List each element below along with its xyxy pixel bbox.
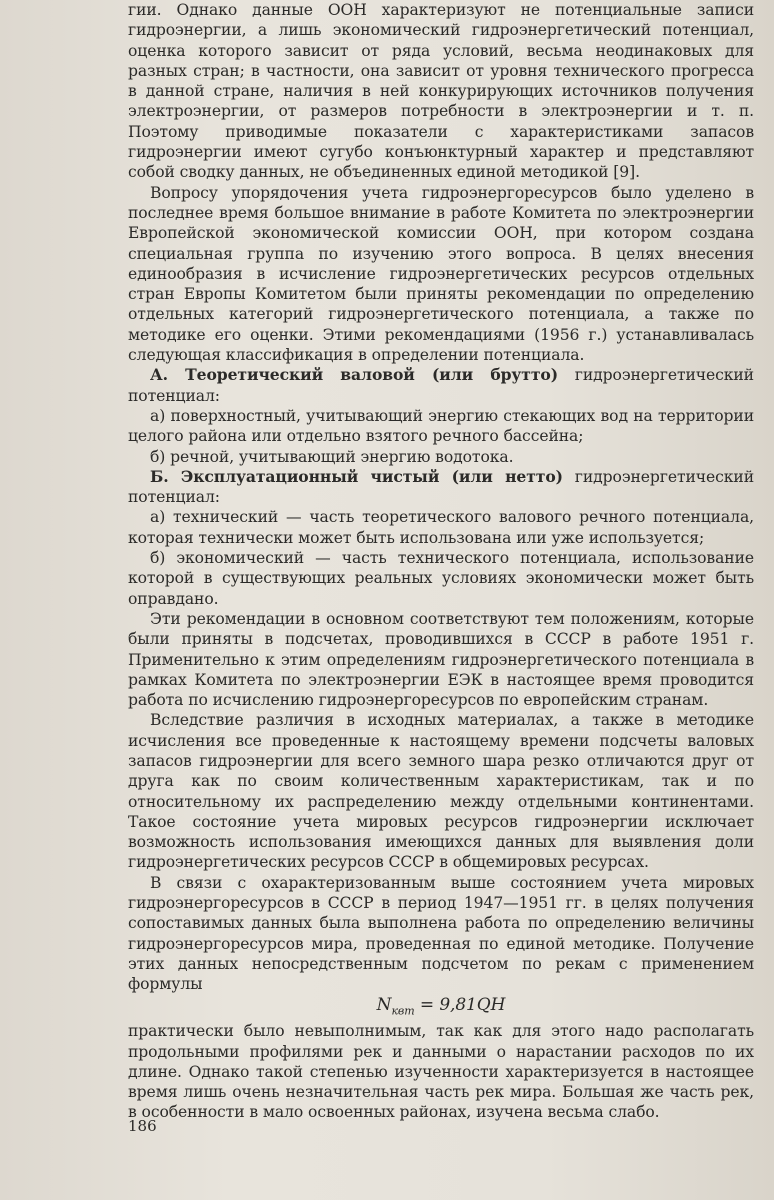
category-a-tail: гидроэнергетический потенциал: <box>128 366 754 405</box>
category-a-item-1: а) поверхностный, учитывающий энергию стекающих вод на территории целого района или отдельно взятого речного бассейна; <box>128 406 754 446</box>
formula-rhs: = 9,81QH <box>414 994 506 1015</box>
power-formula <box>128 995 754 1022</box>
category-b-item-2: б) экономический — часть технического потенциала, использование которой в существующих реальных условиях экономически может быть оправдано. <box>128 549 754 608</box>
body-text <box>128 0 754 1123</box>
category-b-tail: гидроэнергетический потенциал: <box>128 467 754 507</box>
paragraph-5: В связи с охарактеризованным выше состоянием учета мировых гидроэнергоресурсов в СССР в период 1947—1951 гг. в целях получения сопоставимых данных была выполнена работа по определению величины гидроэнергоресурсов мира, проведенная по единой методике. Получение этих данных непосредственным подсчетом по рекам с применением формулы <box>128 873 754 994</box>
paragraph-1: гии. Однако данные ООН характеризуют не потенциальные записи гидроэнергии, а лишь экономический гидроэнергетический потенциал, оценка которого зависит от ряда условий, весьма неодинаковых для разных стран; в частности, она зависит от уровня технического прогресса в данной стране, наличия в ней конкурирующих источников получения электроэнергии, от размеров потребности в электроэнергии и т. п. Поэтому приводимые показатели с характеристиками запасов гидроэнергии имеют сугубо конъюнктурный характер и представляют собой сводку данных, не объединенных единой методикой [9]. <box>128 1 754 182</box>
category-a-heading: А. Теоретический валовой (или брутто) <box>150 365 559 385</box>
paragraph-3: Эти рекомендации в основном соответствуют тем положениям, которые были приняты в подсчетах, проводившихся в СССР в работе 1951 г. Применительно к этим определениям гидроэнергетического потенциала в рамках Комитета по электроэнергии ЕЭК в настоящее время проводится работа по исчислению гидроэнергоресурсов по европейским странам. <box>128 609 754 710</box>
category-b-heading: Б. Эксплуатационный чистый (или нетто) <box>150 466 563 486</box>
category-a <box>128 365 754 406</box>
formula-subscript: квт <box>391 1003 415 1017</box>
paragraph-4: Вследствие различия в исходных материалах, а также в методике исчисления все проведенные к настоящему времени подсчеты валовых запасов гидроэнергии для всего земного шара резко отличаются друг от друга как по своим количественным характеристикам, так и по относительному их распределению между отдельными континентами. Такое состояние учета мировых ресурсов гидроэнергии исключает возможность использования имеющихся данных для выявления доли гидроэнергетических ресурсов СССР в общемировых ресурсах. <box>128 711 754 872</box>
formula-symbol: N <box>376 994 392 1015</box>
paragraph-2: Вопросу упорядочения учета гидроэнергоресурсов было уделено в последнее время большое внимание в работе Комитета по электроэнергии Европейской экономической комиссии ООН, при котором создана специальная группа по изучению этого вопроса. В целях внесения единообразия в исчисление гидроэнергетических ресурсов отдельных стран Европы Комитетом были приняты рекомендации по определению отдельных категорий гидроэнергетического потенциала, а также по методике его оценки. Этими рекомендациями (1956 г.) устанавливалась следующая классификация в определении потенциала. <box>128 183 754 365</box>
category-a-item-2: б) речной, учитывающий энергию водотока. <box>150 447 514 466</box>
category-b <box>128 467 754 508</box>
page-number: 186 <box>128 1117 157 1135</box>
paragraph-6: практически было невыполнимым, так как для этого надо располагать продольными профилями рек и данными о нарастании расходов по их длине. Однако такой степенью изученности характеризуется в настоящее время лишь очень незначительная часть рек мира. Большая же часть рек, в особенности в мало освоенных районах, изучена весьма слабо. <box>128 1022 754 1122</box>
category-b-item-1: а) технический — часть теоретического валового речного потенциала, которая технически может быть использована или уже используется; <box>128 508 754 547</box>
